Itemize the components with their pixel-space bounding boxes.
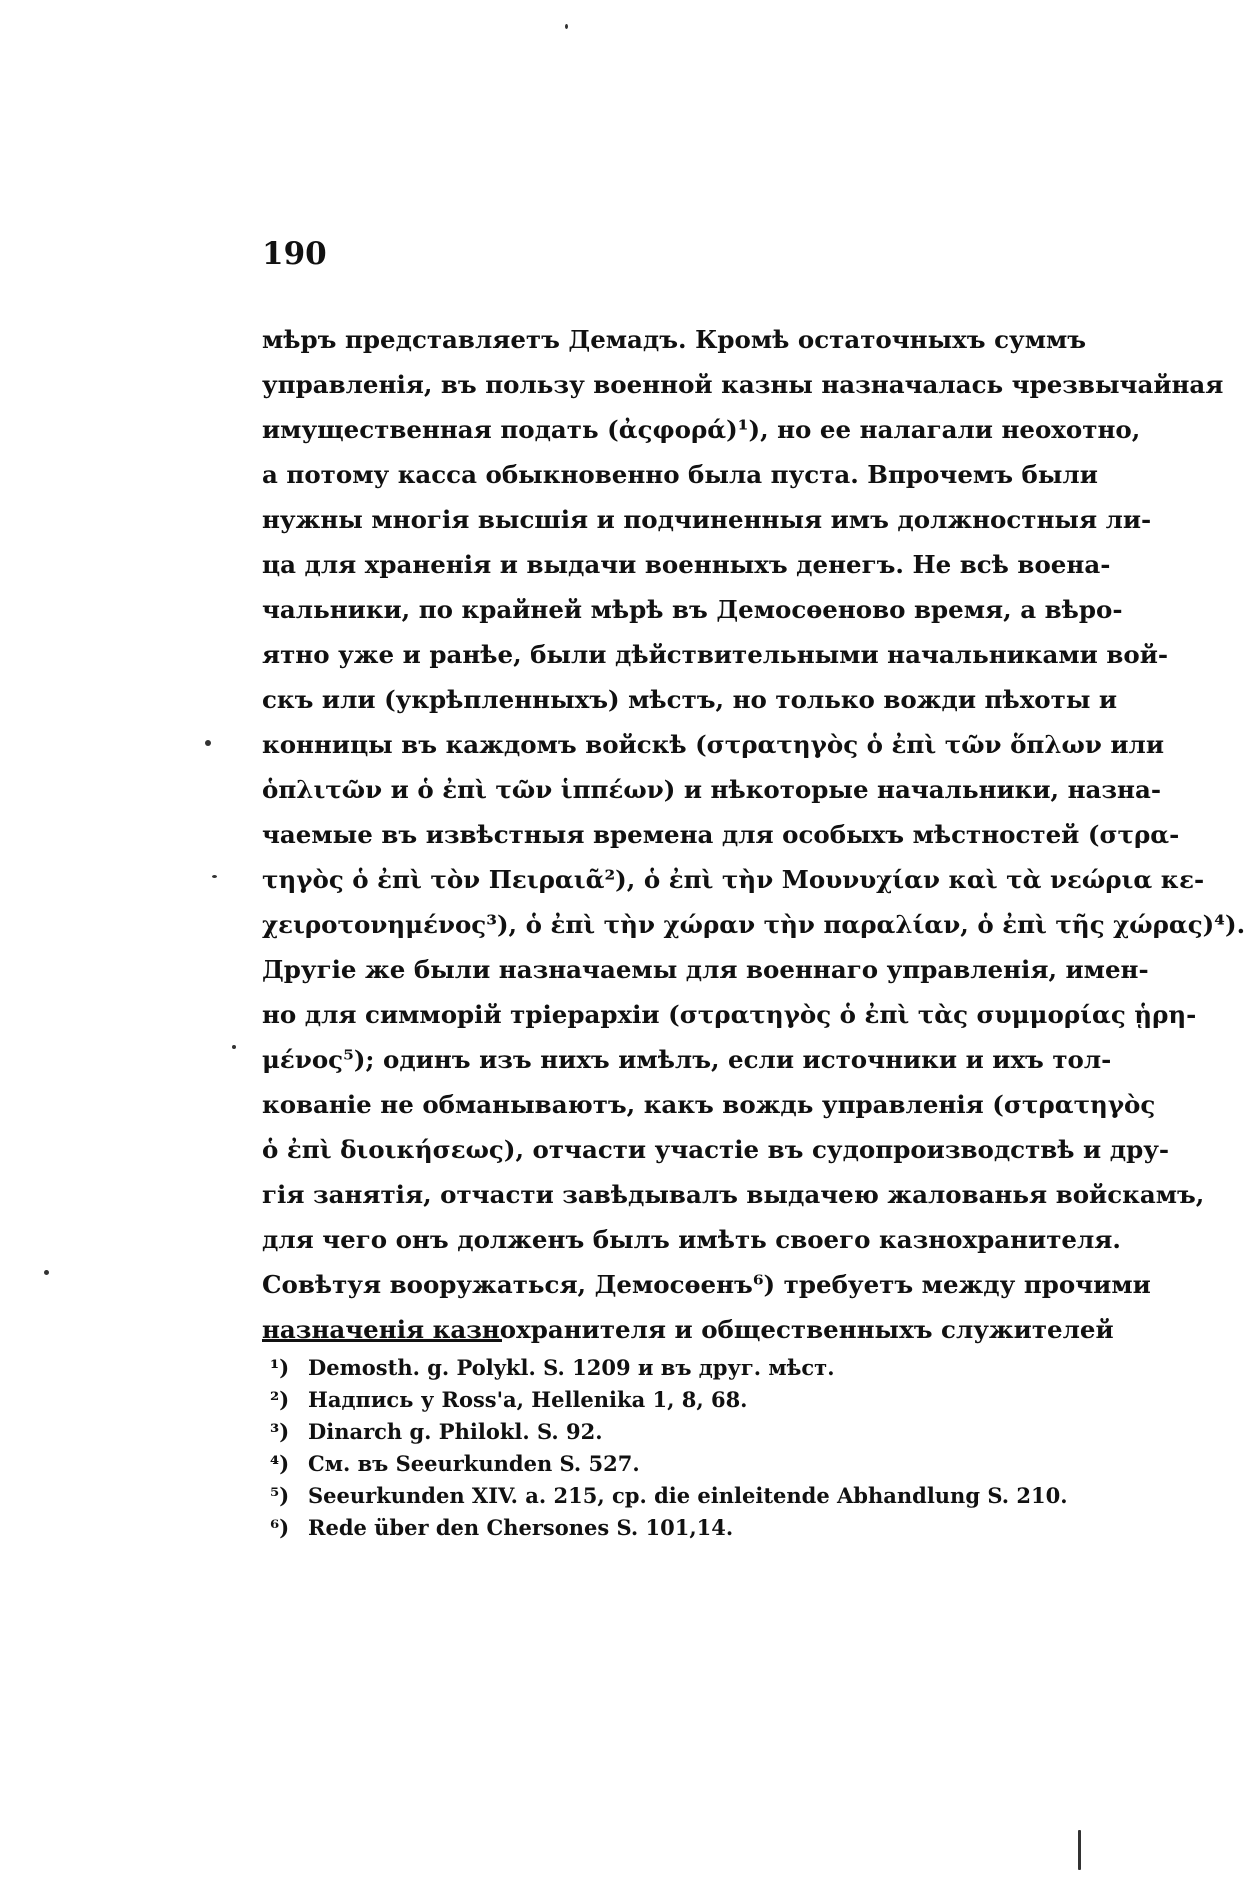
text-line: назначенія казнохранителя и общественныхъ служителей	[262, 1315, 1114, 1344]
footnote	[270, 1448, 1070, 1480]
page-number: 190	[262, 236, 327, 272]
text-line: конницы въ каждомъ войскѣ (στρατηγὸς ὁ ἐπὶ τῶν ὅπλων или	[262, 730, 1164, 759]
footnote-text: Demosth. g. Polykl. S. 1209 и въ друг. мѣст.	[308, 1355, 835, 1380]
text-line: χειροτονημένος³), ὁ ἐπὶ τὴν χώραν τὴν παραλίαν, ὁ ἐπὶ τῆς χώρας)⁴).	[262, 910, 1245, 939]
text-line: для чего онъ долженъ былъ имѣть своего казнохранителя.	[262, 1225, 1121, 1254]
text-line: а потому касса обыкновенно была пуста. Впрочемъ были	[262, 460, 1098, 489]
text-line: но для симморій тріерархіи (στρατηγὸς ὁ ἐπὶ τὰς συμμορίας ᾑρη-	[262, 1000, 1197, 1029]
scan-speck	[212, 875, 217, 878]
footnote-text: Seeurkunden XIV. a. 215, ср. die einleitende Abhandlung S. 210.	[308, 1483, 1068, 1508]
text-line: мѣръ представляетъ Демадъ. Кромѣ остаточныхъ суммъ	[262, 325, 1087, 354]
scan-speck	[565, 24, 568, 29]
text-line: Другіе же были назначаемы для военнаго управленія, имен-	[262, 955, 1149, 984]
text-line: нужны многія высшія и подчиненныя имъ должностныя ли-	[262, 505, 1152, 534]
scan-speck	[232, 1045, 236, 1049]
footnote	[270, 1352, 1070, 1384]
main-text	[262, 317, 1245, 1352]
text-line: чаемые въ извѣстныя времена для особыхъ мѣстностей (στρα-	[262, 820, 1180, 849]
text-line: гія занятія, отчасти завѣдывалъ выдачею жалованья войскамъ,	[262, 1180, 1205, 1209]
footnote-text: См. въ Seeurkunden S. 527.	[308, 1451, 640, 1476]
scan-speck	[44, 1270, 49, 1275]
text-line: имущественная подать (ἀςφορά)¹), но ее налагали неохотно,	[262, 415, 1141, 444]
footnote-text: Надпись у Ross'a, Hellenika 1, 8, 68.	[308, 1387, 748, 1412]
text-line: ὁπλιτῶν и ὁ ἐπὶ τῶν ἱππέων) и нѣкоторые начальники, назна-	[262, 775, 1162, 804]
footnote-divider	[262, 1339, 502, 1342]
text-line: управленія, въ пользу военной казны назначалась чрезвычайная	[262, 370, 1224, 399]
footnote-mark: ⁴)	[270, 1451, 290, 1476]
footnote-text: Rede über den Chersones S. 101,14.	[308, 1515, 734, 1540]
footnote	[270, 1512, 1070, 1544]
footnote	[270, 1384, 1070, 1416]
footnote-mark: ¹)	[270, 1355, 290, 1380]
text-line: кованіе не обманываютъ, какъ вождь управленія (στρατηγὸς	[262, 1090, 1156, 1119]
text-line: τηγὸς ὁ ἐπὶ τὸν Πειραιᾶ²), ὁ ἐπὶ τὴν Μουνυχίαν καὶ τὰ νεώρια κε-	[262, 865, 1205, 894]
scan-speck	[205, 740, 211, 746]
text-line: Совѣтуя вооружаться, Демосѳенъ⁶) требуетъ между прочими	[262, 1270, 1151, 1299]
text-line: ятно уже и ранѣе, были дѣйствительными начальниками вой-	[262, 640, 1169, 669]
footnote-text: Dinarch g. Philokl. S. 92.	[308, 1419, 603, 1444]
footnote-mark: ²)	[270, 1387, 290, 1412]
text-line: чальники, по крайней мѣрѣ въ Демосѳеново время, а вѣро-	[262, 595, 1123, 624]
footnotes	[270, 1352, 1070, 1544]
footnote	[270, 1480, 1070, 1512]
footnote	[270, 1416, 1070, 1448]
text-line: ὁ ἐπὶ διοικήσεως), отчасти участіе въ судопроизводствѣ и дру-	[262, 1135, 1170, 1164]
footnote-mark: ⁶)	[270, 1515, 290, 1540]
footnote-mark: ⁵)	[270, 1483, 290, 1508]
footnote-mark: ³)	[270, 1419, 290, 1444]
text-line: ца для храненія и выдачи военныхъ денегъ. Не всѣ воена-	[262, 550, 1111, 579]
scan-speck	[1078, 1830, 1081, 1870]
text-line: μένος⁵); одинъ изъ нихъ имѣлъ, если источники и ихъ тол-	[262, 1045, 1112, 1074]
text-line: скъ или (укрѣпленныхъ) мѣстъ, но только вожди пѣхоты и	[262, 685, 1118, 714]
